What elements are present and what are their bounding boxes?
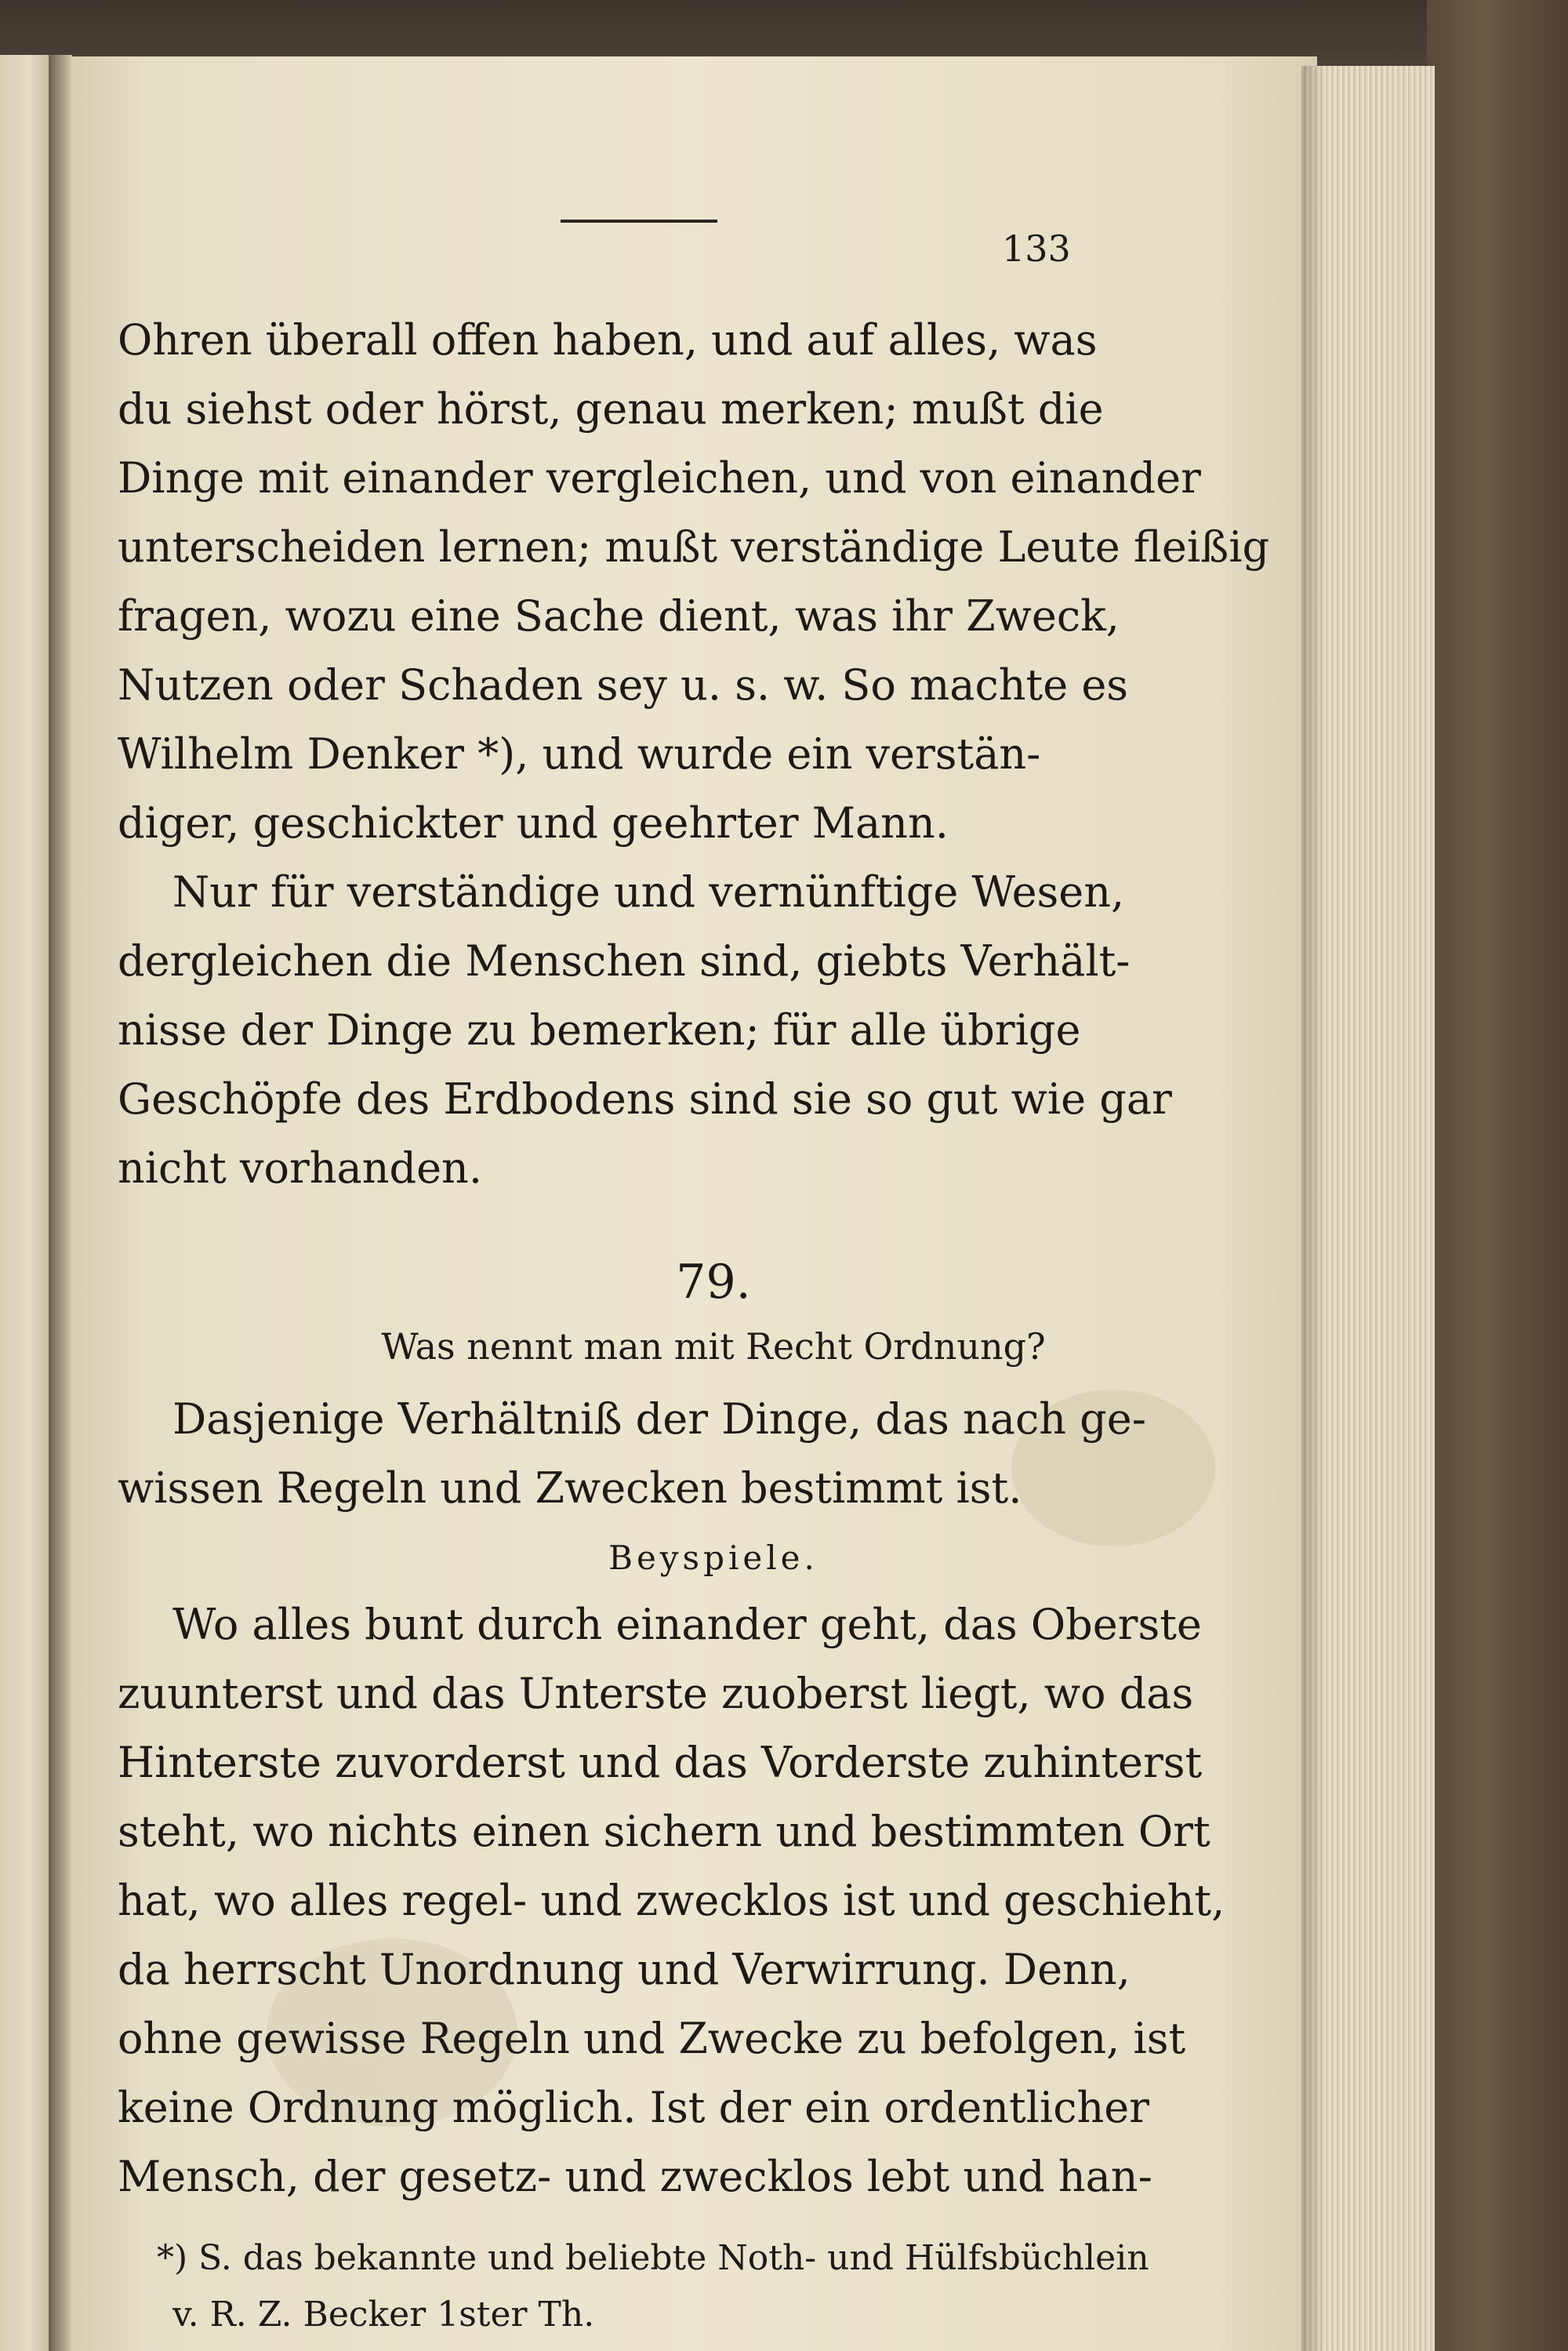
text-line: fragen, wozu eine Sache dient, was ihr Zweck, bbox=[118, 591, 1120, 641]
gutter bbox=[49, 55, 72, 2351]
text-line: da herrscht Unordnung und Verwirrung. Denn, bbox=[118, 1945, 1131, 1994]
text-line: Nutzen oder Schaden sey u. s. w. So machte es bbox=[118, 660, 1128, 710]
text-line: Dasjenige Verhältniß der Dinge, das nach ge- bbox=[172, 1394, 1146, 1444]
text-line: nicht vorhanden. bbox=[118, 1143, 482, 1193]
text-line: Mensch, der gesetz- und zwecklos lebt und han- bbox=[118, 2152, 1152, 2201]
footnote-line: *) S. das bekannte und beliebte Noth- und Hülfsbüchlein bbox=[157, 2238, 1149, 2278]
page-number: 133 bbox=[1002, 227, 1071, 270]
section-question: Was nennt man mit Recht Ordnung? bbox=[381, 1325, 1046, 1368]
footnote-line: v. R. Z. Becker 1ster Th. bbox=[172, 2295, 595, 2335]
text-line: steht, wo nichts einen sichern und bestimmten Ort bbox=[118, 1807, 1210, 1856]
text-line: Ohren überall offen haben, und auf alles, was bbox=[118, 315, 1098, 365]
text-line: Nur für verständige und vernünftige Wesen, bbox=[172, 867, 1125, 917]
text-line: Dinge mit einander vergleichen, und von einander bbox=[118, 453, 1201, 503]
text-line: keine Ordnung möglich. Ist der ein ordentlicher bbox=[118, 2083, 1149, 2132]
examples-heading: Beyspiele. bbox=[608, 1539, 818, 1577]
text-line: Hinterste zuvorderst und das Vorderste zuhinterst bbox=[118, 1738, 1203, 1787]
binding-right bbox=[1427, 0, 1568, 2351]
page-edges-shadow bbox=[1301, 66, 1325, 2351]
facing-page-edge bbox=[0, 55, 49, 2351]
text-line: Wilhelm Denker *), und wurde ein verstän- bbox=[118, 729, 1041, 779]
text-line: diger, geschickter und geehrter Mann. bbox=[118, 798, 949, 848]
text-line: Wo alles bunt durch einander geht, das Oberste bbox=[172, 1600, 1202, 1649]
text-line: wissen Regeln und Zwecken bestimmt ist. bbox=[118, 1463, 1022, 1513]
text-line: nisse der Dinge zu bemerken; für alle übrige bbox=[118, 1005, 1081, 1055]
text-line: Geschöpfe des Erdbodens sind sie so gut wie gar bbox=[118, 1074, 1172, 1124]
text-line: dergleichen die Menschen sind, giebts Verhält- bbox=[118, 936, 1131, 986]
text-line: unterscheiden lernen; mußt verständige Leute fleißig bbox=[118, 522, 1270, 572]
section-number: 79. bbox=[676, 1255, 751, 1310]
text-line: zuunterst und das Unterste zuoberst liegt, wo das bbox=[118, 1669, 1194, 1718]
text-line: ohne gewisse Regeln und Zwecke zu befolgen, ist bbox=[118, 2014, 1186, 2063]
text-line: du siehst oder hörst, genau merken; mußt die bbox=[118, 384, 1104, 434]
header-rule bbox=[561, 220, 717, 223]
text-line: hat, wo alles regel- und zwecklos ist und geschieht, bbox=[118, 1876, 1225, 1925]
